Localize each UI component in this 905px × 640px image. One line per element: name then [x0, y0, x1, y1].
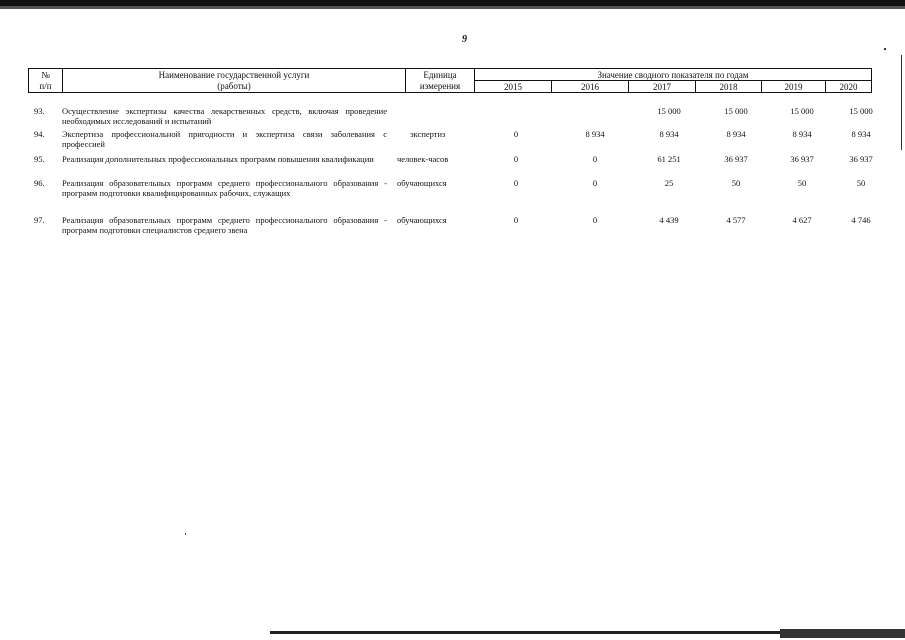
scan-top-border-shadow — [0, 6, 905, 9]
scan-speck — [884, 48, 886, 50]
row-value-2019: 4 627 — [792, 215, 812, 225]
row-value-2020: 50 — [856, 178, 866, 188]
row-service-name: Осуществление экспертизы качества лекарственных средств, включая проведение необходимых исследований и испытаний — [62, 106, 387, 126]
row-value-2015: 0 — [513, 154, 519, 164]
row-unit: обучающихся — [397, 178, 447, 188]
row-value-2017: 8 934 — [659, 129, 679, 139]
header-values-label: Значение сводного показателя по годам — [597, 69, 749, 80]
row-number: 95. — [34, 154, 45, 164]
table-row — [0, 154, 905, 176]
table-header — [28, 68, 872, 93]
header-unit-cell-2 — [406, 81, 475, 93]
header-name-label-2: (работы) — [217, 81, 251, 92]
header-num-cell-2 — [29, 81, 63, 93]
scan-speck — [185, 533, 186, 535]
header-name-cell-2 — [63, 81, 406, 93]
row-number: 97. — [34, 215, 45, 225]
row-value-2020: 8 934 — [851, 129, 871, 139]
row-unit: человек-часов — [397, 154, 449, 164]
row-number: 93. — [34, 106, 45, 116]
row-value-2018: 50 — [731, 178, 741, 188]
row-value-2020: 36 937 — [849, 154, 873, 164]
row-value-2018: 15 000 — [724, 106, 748, 116]
header-name-label: Наименование государственной услуги — [158, 69, 310, 80]
row-value-2015: 0 — [513, 129, 519, 139]
row-value-2019: 8 934 — [792, 129, 812, 139]
header-num-cell — [29, 69, 63, 81]
row-value-2018: 36 937 — [724, 154, 748, 164]
row-value-2015: 0 — [513, 178, 519, 188]
table-row — [0, 178, 905, 212]
header-year-2020: 2020 — [826, 81, 872, 93]
header-year-2017: 2017 — [629, 81, 696, 93]
table-row — [0, 215, 905, 239]
row-service-name: Экспертиза профессиональной пригодности и экспертиза связи заболевания с профессией — [62, 129, 387, 149]
header-unit-label: Единица — [423, 69, 457, 80]
row-value-2017: 15 000 — [657, 106, 681, 116]
row-value-2017: 25 — [664, 178, 674, 188]
row-value-2019: 36 937 — [790, 154, 814, 164]
header-num-label-2: п/п — [39, 81, 52, 92]
row-value-2016: 0 — [592, 215, 598, 225]
header-values-title — [475, 69, 872, 81]
row-value-2017: 4 439 — [659, 215, 679, 225]
header-unit-cell — [406, 69, 475, 81]
row-number: 96. — [34, 178, 45, 188]
row-service-name: Реализация дополнительных профессиональных программ повышения квалификации — [62, 154, 374, 164]
row-value-2018: 8 934 — [726, 129, 746, 139]
row-value-2019: 50 — [797, 178, 807, 188]
row-service-name: Реализация образовательных программ среднего профессионального образования - программ подготовки квалифицированных рабочих, служащих — [62, 178, 387, 198]
row-value-2019: 15 000 — [790, 106, 814, 116]
header-unit-label-2: измерения — [419, 81, 461, 92]
row-value-2018: 4 577 — [726, 215, 746, 225]
row-unit: обучающихся — [397, 215, 447, 225]
row-value-2017: 61 251 — [657, 154, 681, 164]
table-row — [0, 106, 905, 128]
row-value-2015: 0 — [513, 215, 519, 225]
row-value-2020: 15 000 — [849, 106, 873, 116]
page-number: 9 — [462, 34, 467, 45]
header-year-2019: 2019 — [762, 81, 826, 93]
row-value-2016: 8 934 — [585, 129, 605, 139]
row-number: 94. — [34, 129, 45, 139]
header-year-2018: 2018 — [696, 81, 762, 93]
row-unit: экспертиз — [410, 129, 446, 139]
row-service-name: Реализация образовательных программ среднего профессионального образования - программ подготовки специалистов среднего звена — [62, 215, 387, 235]
header-year-2015: 2015 — [475, 81, 552, 93]
row-value-2016: 0 — [592, 154, 598, 164]
header-year-2016: 2016 — [552, 81, 629, 93]
table-row — [0, 129, 905, 151]
row-value-2020: 4 746 — [851, 215, 871, 225]
header-num-label: № — [41, 69, 50, 80]
header-name-cell — [63, 69, 406, 81]
row-value-2016: 0 — [592, 178, 598, 188]
scan-bottom-corner — [780, 629, 905, 638]
